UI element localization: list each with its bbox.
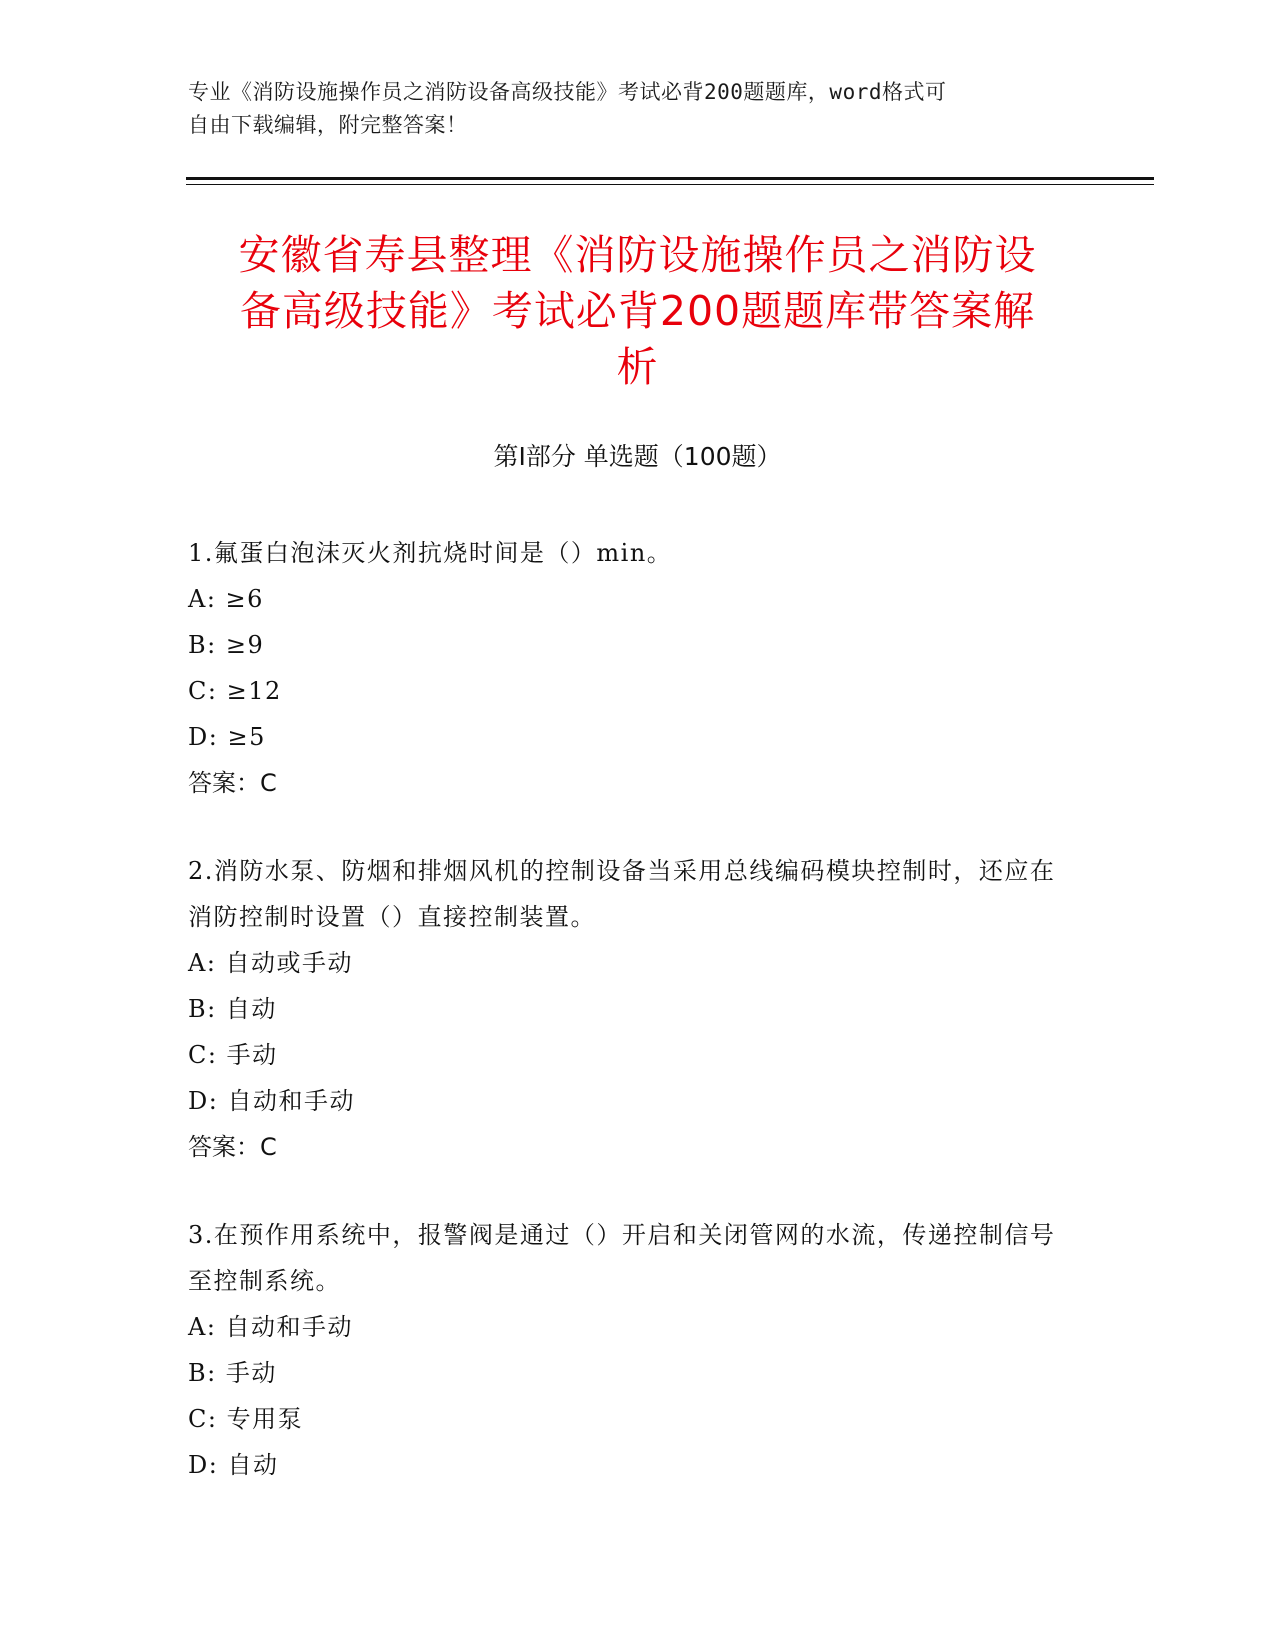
question-item [188, 1212, 1068, 1488]
option-c: C: 专用泵 [188, 1405, 304, 1433]
option-c: C: 手动 [188, 1041, 278, 1069]
question-stem: 2.消防水泵、防烟和排烟风机的控制设备当采用总线编码模块控制时，还应在消防控制时设置（）直接控制装置。 [188, 857, 1056, 931]
question-answer: 答案：C [188, 769, 277, 797]
title-line-1: 安徽省寿县整理《消防设施操作员之消防设 [238, 231, 1037, 279]
header-divider-thin [186, 184, 1154, 185]
question-answer: 答案：C [188, 1133, 277, 1161]
option-a: A: 自动或手动 [188, 949, 354, 977]
section-heading: 第Ⅰ部分 单选题（100题） [493, 442, 782, 471]
option-b: B: ≥9 [188, 631, 265, 659]
question-stem: 1.氟蛋白泡沫灭火剂抗烧时间是（）min。 [188, 539, 673, 567]
question-stem: 3.在预作用系统中，报警阀是通过（）开启和关闭管网的水流，传递控制信号至控制系统。 [188, 1221, 1056, 1295]
option-b: B: 自动 [188, 995, 277, 1023]
document-intro [188, 76, 1068, 142]
header-divider-thick [186, 177, 1154, 180]
question-item [188, 530, 1068, 806]
title-line-3: 析 [616, 343, 659, 391]
question-list [188, 530, 1068, 1530]
option-a: A: ≥6 [188, 585, 264, 613]
intro-line-1: 专业《消防设施操作员之消防设备高级技能》考试必背200题题库，word格式可 [188, 80, 947, 104]
document-title [190, 227, 1085, 395]
option-d: D: 自动 [188, 1451, 279, 1479]
option-a: A: 自动和手动 [188, 1313, 354, 1341]
option-d: D: 自动和手动 [188, 1087, 355, 1115]
option-c: C: ≥12 [188, 677, 282, 705]
question-item [188, 848, 1068, 1170]
title-line-2: 备高级技能》考试必背200题题库带答案解 [239, 287, 1036, 335]
intro-line-2: 自由下载编辑，附完整答案！ [188, 113, 468, 137]
option-d: D: ≥5 [188, 723, 266, 751]
option-b: B: 手动 [188, 1359, 277, 1387]
